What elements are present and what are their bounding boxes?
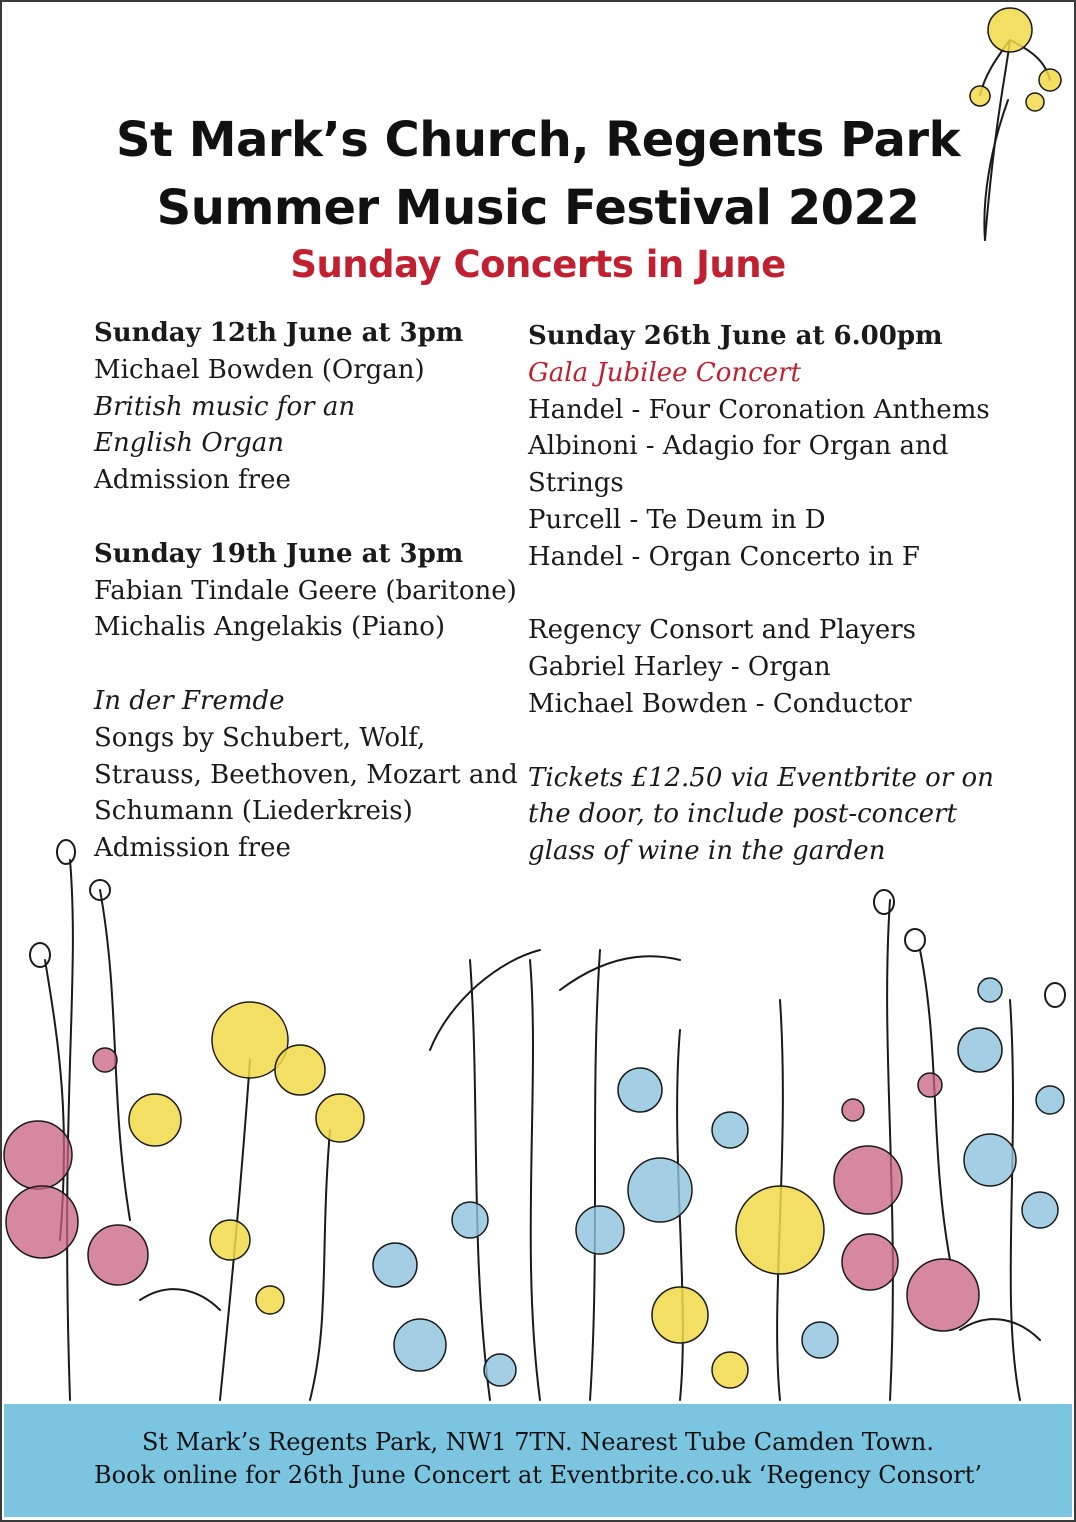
concert-performer: Fabian Tindale Geere (baritone): [94, 575, 517, 606]
right-column: [528, 318, 1038, 870]
spacer: [528, 576, 1038, 613]
concert-admission: Admission free: [94, 465, 291, 496]
concert-subtitle: Gala Jubilee Concert: [528, 357, 801, 388]
concert-26-june: [528, 318, 1038, 870]
concert-heading: Sunday 12th June at 3pm: [94, 318, 464, 348]
concert-performer: Michael Bowden (Organ): [94, 354, 425, 385]
concert-performer: Michael Bowden - Conductor: [528, 688, 912, 719]
footer-banner: [4, 1404, 1072, 1517]
concert-work: Handel - Four Coronation Anthems: [528, 394, 990, 425]
concert-heading: Sunday 19th June at 3pm: [94, 538, 464, 569]
concert-work: Handel - Organ Concerto in F: [528, 541, 920, 572]
ticket-info: the door, to include post-concert: [528, 799, 957, 830]
spacer: [528, 723, 1038, 760]
concert-work: Albinoni - Adagio for Organ and: [528, 431, 949, 462]
concert-performer: Michalis Angelakis (Piano): [94, 612, 446, 643]
festival-title: Summer Music Festival 2022: [156, 180, 920, 236]
booking-info: Book online for 26th June Concert at Eventbrite.co.uk ‘Regency Consort’: [94, 1461, 982, 1489]
concert-admission: Admission free: [94, 833, 291, 864]
church-title: St Mark’s Church, Regents Park: [115, 112, 960, 168]
concert-12-june: [94, 315, 504, 499]
ticket-info: Tickets £12.50 via Eventbrite or on: [528, 762, 994, 793]
venue-address: St Mark’s Regents Park, NW1 7TN. Nearest Tube Camden Town.: [141, 1428, 935, 1456]
concert-programme-title: In der Fremde: [94, 685, 285, 716]
concert-programme: Songs by Schubert, Wolf,: [94, 722, 426, 753]
concert-programme: British music for an: [94, 391, 356, 422]
concert-19-june: [94, 536, 518, 867]
concert-programme: English Organ: [94, 428, 284, 459]
concert-performer: Gabriel Harley - Organ: [528, 652, 831, 683]
concert-performer: Regency Consort and Players: [528, 615, 916, 646]
concerts-subtitle: Sunday Concerts in June: [290, 243, 786, 286]
concert-work: Strings: [528, 468, 624, 499]
ticket-info: glass of wine in the garden: [528, 836, 886, 867]
left-column: [94, 315, 518, 867]
spacer: [94, 646, 504, 683]
concert-programme: Schumann (Liederkreis): [94, 796, 413, 827]
concert-programme: Strauss, Beethoven, Mozart and: [94, 759, 518, 790]
spacer: [94, 499, 504, 536]
concert-work: Purcell - Te Deum in D: [528, 504, 826, 535]
concert-heading: Sunday 26th June at 6.00pm: [528, 321, 943, 351]
